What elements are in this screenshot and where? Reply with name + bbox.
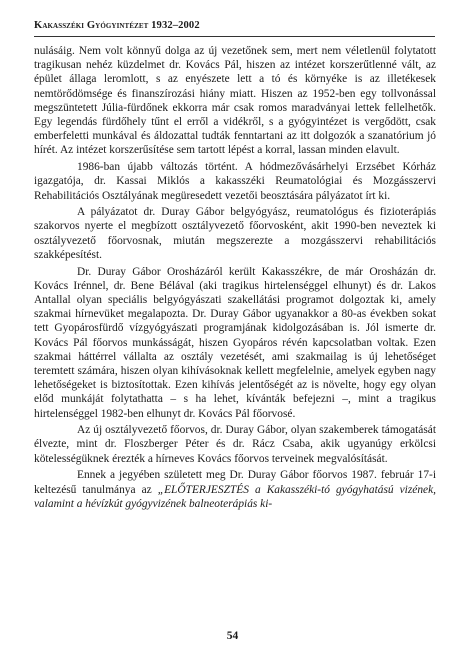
paragraph: 1986-ban újabb változás történt. A hódmezővásárhelyi Erzsébet Kórház igazgatója, dr. Kassai Miklós a kakasszéki Reumatológiai és Mozgásszervi Rehabilitációs Osztályának megüresedett vezetői beosztására pályázatot írt ki.: [34, 161, 436, 202]
paragraph-text: Ennek a jegyében született meg Dr. Duray Gábor főorvos 1987. február 17-i keltezésű tanulmánya az: [34, 469, 436, 496]
paragraph: Dr. Duray Gábor Orosházáról került Kakasszékre, de már Orosházán dr. Kovács Irénnel, dr. Bene Bélával (aki tragikus hirtelenséggel elhunyt) és dr. Lakos Antallal olyan speciális belgyógyászati szakellátási programot dolgoztak ki, amely szakmai hírnevüket megalapozta. Dr. Duray Gábor ugyanakkor a 80-as években sokat tett Gyopárosfürdő vízgyógyászati programjának kidolgozásában is. Jól ismerte dr. Kovács Pál főorvos munkásságát, hiszen Gyopáros révén kapcsolatban voltak. Ezen szakmai háttérrel vállalta az osztály vezetését, ami szakmailag is új lehetőséget teremtett számára, hiszen olyan kihívásoknak kellett megfelelnie, amelyek egyben nagy lehetőségeket is biztosítottak. Ezen kihívás jelentőségét az is növelte, hogy egy olyan előd munkáját folytathatta – s ha lehet, kívánták befejezni –, mint a tragikus hirtelenséggel 1982-ben elhunyt dr. Kovács Pál főorvosé.: [34, 265, 436, 420]
paragraph: Az új osztályvezető főorvos, dr. Duray Gábor, olyan szakemberek támogatását élvezte, mint dr. Floszberger Péter és dr. Rácz Csaba, akik ugyanúgy erkölcsi kötelességüknek érezték a hírneves Kovács főorvos terveinek megvalósítását.: [34, 424, 436, 465]
paragraph: A pályázatot dr. Duray Gábor belgyógyász, reumatológus és fizioterápiás szakorvos nyerte el megbízott osztályvezető főorvosként, akit 1990-ben neveztek ki osztályvezető főorvosnak, miután megszerezte a mozgásszervi rehabilitációs szakképesítést.: [34, 206, 436, 261]
header-rule: [34, 36, 435, 37]
running-header: Kakasszéki Gyógyintézet 1932–2002: [34, 20, 200, 31]
page-number: 54: [226, 630, 239, 642]
body-text: [34, 44, 436, 514]
paragraph-continued: nulásáig. Nem volt könnyű dolga az új vezetőnek sem, mert nem véletlenül folytatott tragikusan nehéz küzdelmet dr. Kovács Pál, hiszen az intézet korszerűtlenné vált, az épület állaga leromlott, s az enyészete lett a tó és környéke is az illetékesek nemtörődömsége és finanszírozási hiány miatt. Hiszen az 1952-ben egy tollvonással megszüntetett Júlia-fürdőnek ekkorra már csak romos maradványai lettek fellelhetők. Egy legendás fürdőhely tűnt el erről a vidékről, s a gyógyintézet is vergődött, csak emberfeletti munkával és áldozattal tudták fenntartani az itt dolgozók a szanatórium jó hírét. Az intézet korszerűsítése sem tartott lépést a korral, lassan minden elavult.: [34, 45, 436, 157]
paragraph-last: [34, 468, 436, 511]
italic-title: „ELŐTERJESZTÉS a Kakasszéki-tó gyógyhatású vizének, valamint a hévízkút gyógyvizének balneoterápiás ki-: [34, 483, 436, 510]
